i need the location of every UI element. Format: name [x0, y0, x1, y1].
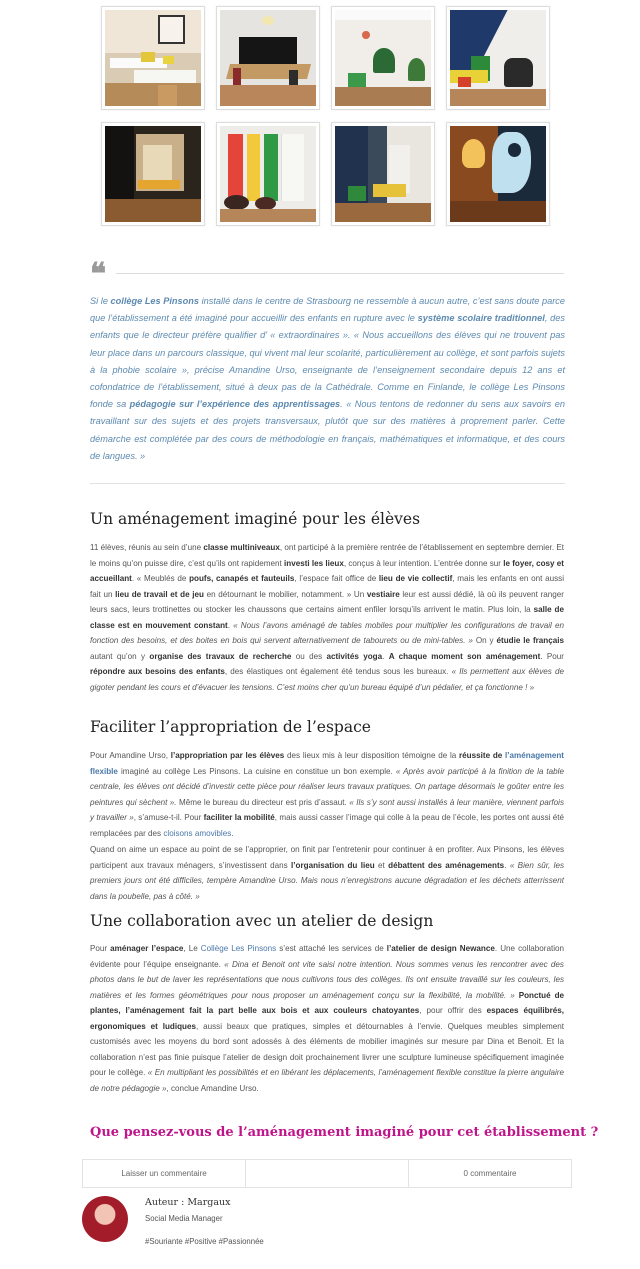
gallery-photo-6[interactable]	[216, 122, 320, 226]
author-tags: #Souriante #Positive #Passionnée	[145, 1237, 264, 1246]
link-cloisons-amovibles[interactable]: cloisons amovibles	[163, 828, 232, 838]
section-title-collaboration: Une collaboration avec un atelier de design	[90, 912, 434, 930]
gallery-photo-8[interactable]	[446, 122, 550, 226]
section-3-paragraph: Pour aménager l’espace, Le Collège Les Pinsons s’est attaché les services de l’atelier de design Newance. Une collaboration évidente pour l’équipe enseignante. « Dina et Benoit ont vite saisi notre intention. Nous sommes venus les rencontrer avec des photos dans le but de laver les représentations que nous cultivons tous des collèges. Ils ont ensuite travaillé sur les couleurs, les matières et les formes géométriques pour nous proposer un aménagement conçu sur la flexibilité, la mobilité. » Ponctué de plantes, l’aménagement fait la part belle aux bois et aux couleurs chatoyantes, pour offrir des espaces équilibrés, ergonomiques et ludiques, aussi beaux que pratiques, simples et détournables à l’envie. Quelques meubles simplement customisés avec les moyens du bord sont adossés à des éléments de mobilier imaginés sur mesure par Dina et Benoit. Et la collaboration n’est pas finie puisque l’atelier de design doit prochainement livrer une sculpture lumineuse spécifiquement imaginée pour le collège. « En multipliant les possibilités et en libérant les déplacements, l’aménagement flexible constitue la pierre angulaire de notre pédagogie », conclue Amandine Urso.	[90, 944, 565, 1093]
link-amenagement-flexible[interactable]: l’aménagement flexible	[90, 751, 564, 776]
closing-question: Que pensez-vous de l’aménagement imaginé pour cet établissement ?	[90, 1125, 599, 1140]
author-role: Social Media Manager	[145, 1214, 223, 1223]
author-avatar	[82, 1196, 128, 1242]
gallery-photo-4[interactable]	[446, 6, 550, 110]
gallery-photo-3[interactable]	[331, 6, 435, 110]
gallery-photo-1[interactable]	[101, 6, 205, 110]
comment-count[interactable]: 0 commentaire	[463, 1169, 517, 1178]
section-1-paragraph: 11 élèves, réunis au sein d’une classe multiniveaux, ont participé à la première rentrée de l’établissement en septembre dernier. Et le moins qu’on puisse dire, c’est qu’ils ont rapidement investi les lieux, conçus à leur intention. L’entrée donne sur le foyer, cosy et accueillant. « Meublés de poufs, canapés et fauteuils, l’espace fait office de lieu de vie collectif, mais les enfants en ont aussi fait un lieu de travail et de jeu en détournant le mobilier, notamment. » Un vestiaire leur est aussi dédié, là où ils peuvent ranger leurs sacs, leurs trottinettes ou stocker les chaussons que certains aiment enfiler lorsqu’ils arrivent le matin. Plus loin, la salle de classe est en mouvement constant. « Nous l’avons aménagé de tables mobiles pour multiplier les configurations de travail en fonction des besoins, et des boites en bois qui servent alternativement de tabourets ou de mini-tables. » On y étudie le français autant qu’on y organise des travaux de recherche ou des activités yoga. A chaque moment son aménagement. Pour répondre aux besoins des enfants, des élastiques ont également été tendus sous les bureaux. « Ils permettent aux élèves de gigoter pendant les cours et d’évacuer les tensions. C’est moins cher qu’un bureau équipé d’un pédalier, et ça fonctionne ! »	[90, 543, 565, 692]
gallery-photo-7[interactable]	[331, 122, 435, 226]
section-2-paragraph-2: Quand on aime un espace au point de se l’approprier, on finit par l’entretenir pour continuer à en profiter. Aux Pinsons, les élèves participent aux travaux ménagers, s’investissent dans l’organisation du lieu et débattent des aménagements. « Bien sûr, les premiers jours ont été difficiles, tempère Amandine Urso. Mais nous n’enregistrons aucune dégradation et les déchets atterrissent dans la poubelle, pas à côté. »	[90, 845, 564, 901]
section-title-amenagement: Un aménagement imaginé pour les élèves	[90, 510, 421, 528]
link-college-les-pinsons[interactable]: Collège Les Pinsons	[200, 944, 277, 953]
author-name: Auteur : Margaux	[145, 1197, 231, 1208]
quote-bottom-divider	[90, 483, 565, 484]
leave-comment-link[interactable]: Laisser un commentaire	[83, 1160, 246, 1187]
gallery-photo-5[interactable]	[101, 122, 205, 226]
section-title-appropriation: Faciliter l’appropriation de l’espace	[90, 718, 371, 736]
quote-divider	[116, 273, 564, 274]
intro-quote-text: Si le collège Les Pinsons installé dans le centre de Strasbourg ne ressemble à aucun autre, c’est sans doute parce que l’établissement a été imaginé pour accueillir des enfants en rupture avec le système scolaire traditionnel, des enfants que le directeur préfère qualifier d’ « extraordinaires ». « Nous accueillons des élèves qui ne trouvent pas leur place dans un parcours classique, qui vivent mal leur scolarité, particulièrement au collège, et sont parfois sujets à la phobie scolaire », précise Amandine Urso, enseignante de l’enseignement secondaire depuis 12 ans et cofondatrice de l’établissement, situé à deux pas de la Cathédrale. Comme en Finlande, le collège Les Pinsons fonde sa pédagogie sur l’expérience des apprentissages. « Nous tentons de redonner du sens aux savoirs en travaillant sur des sujets et des projets transversaux, plutôt que sur des matières à proprement parler. Cette démarche est complétée par des cours de méthodologie en français, mathématiques et informatique, et des cours de langues. »	[90, 296, 565, 461]
quote-icon: ❝	[90, 257, 107, 292]
section-2-paragraph-1: Pour Amandine Urso, l’appropriation par les élèves des lieux mis à leur disposition témoigne de la réussite de l’aménagement flexible imaginé au collège Les Pinsons. La cuisine en constitue un bon exemple. « Après avoir participé à la finition de la table centrale, les élèves ont décidé d’investir cette pièce pour réaliser leurs travaux pratiques. On partage désormais le goûter entre les peintures qui sèchent ». Même le bureau du directeur est pris d’assaut. « Ils s’y sont aussi installés à leur manière, viennent parfois y travailler », s’amuse-t-il. Pour faciliter la mobilité, mais aussi casser l’image qui colle à la peau de l’école, les portes ont aussi été remplacées par des cloisons amovibles.	[90, 751, 564, 838]
comment-bar	[82, 1159, 572, 1188]
gallery-photo-2[interactable]	[216, 6, 320, 110]
comment-bar-spacer	[246, 1160, 409, 1187]
